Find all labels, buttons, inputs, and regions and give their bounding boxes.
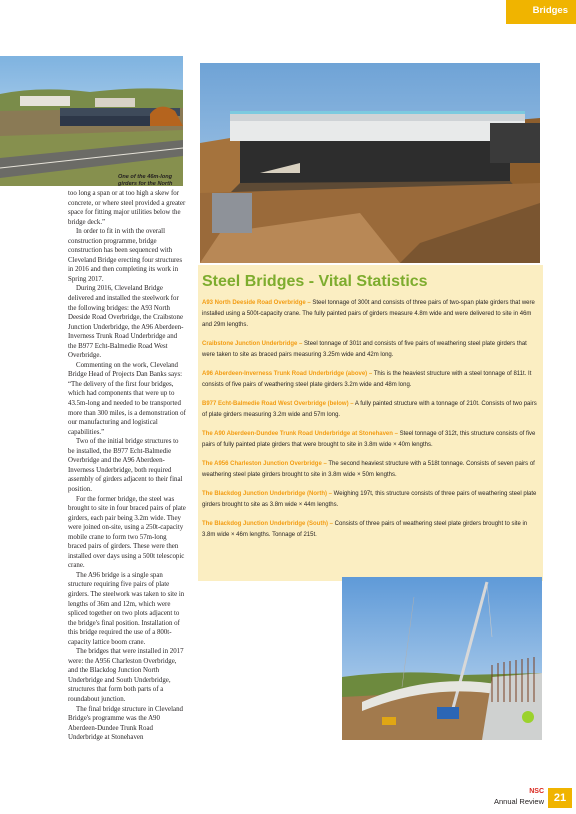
photo-caption: One of the 46m-long girders for the North	[118, 174, 173, 186]
stats-title: Steel Bridges - Vital Statistics	[202, 273, 428, 290]
stats-entry-lead: Craibstone Junction Underbridge –	[202, 341, 303, 347]
article-body	[68, 189, 186, 743]
stats-entry-text: Consists of three pairs of weathering steel plate girders brought to site in 3.8m wide × 46m lengths. Tonnage of 215t.	[202, 521, 528, 538]
page-number: 21	[553, 792, 567, 804]
body-paragraph: Two of the initial bridge structures to be installed, the B977 Echt-Balmedie Overbridge and the A96 Aberdeen-Inverness Underbridge, both required assembly of girders adjacent to their final position.	[68, 438, 183, 493]
stats-entry-text: Weighing 197t, this structure consists of three pairs of weathering steel plate girders brought to site as 3.8m wide × 44m lengths.	[202, 491, 537, 508]
stats-entry-lead: A96 Aberdeen-Inverness Trunk Road Underbridge (above) –	[202, 371, 373, 377]
stats-entry-text: Steel tonnage of 312t, this structure consists of five pairs of fully painted plate girders that were brought to site in 3.8m wide × 40m lengths.	[202, 431, 536, 448]
stats-entry	[202, 519, 539, 541]
stats-entry	[202, 459, 539, 481]
body-paragraph: The A96 bridge is a single span structure requiring five pairs of plate girders. The steelwork was taken to site in lengths of 36m and 12m, which were spliced together on two plots adjacent to the bridge's final position. Installation of this bridge required the use of a 800t-capacity lattice boom crane.	[68, 571, 185, 646]
overbridge-photo	[342, 577, 542, 740]
body-paragraph: The bridges that were installed in 2017 were: the A956 Charleston Overbridge, and the Blackdog Junction North Underbridge and South Underbridge, structures that form both parts of a roundabout junction.	[68, 648, 184, 703]
stats-entry-lead: The A90 Aberdeen-Dundee Trunk Road Underbridge at Stonehaven –	[202, 431, 398, 437]
girder-delivery-photo	[0, 56, 183, 186]
stats-entry-lead: The Blackdog Junction Underbridge (North) –	[202, 491, 333, 497]
body-paragraph: During 2016, Cleveland Bridge delivered and installed the steelwork for the following bridges: the A93 North Deeside Road Overbridge, the Craibstone Junction Underbridge, the A96 Aberdeen-Inverness Trunk Road Underbridge and the B977 Echt-Balmedie Road West Overbridge.	[68, 285, 184, 360]
page-number-tab	[548, 788, 572, 808]
underbridge-image	[200, 63, 540, 263]
stats-entry	[202, 399, 539, 421]
body-paragraph: too long a span or at too high a skew for concrete, or where steel provided a greater space for fitting major utilities below the bridge deck.”	[68, 190, 186, 226]
girder-delivery-image	[0, 56, 183, 186]
overbridge-image	[342, 577, 542, 740]
body-paragraph: In order to fit in with the overall construction programme, bridge construction has been sequenced with Cleveland Bridge erecting four structures in 2016 and then completing its work in Spring 2017.	[68, 228, 183, 283]
publication-name: Annual Review	[493, 797, 544, 806]
stats-entry	[202, 429, 539, 451]
stats-entry	[202, 339, 539, 361]
stats-entry-lead: A93 North Deeside Road Overbridge –	[202, 300, 311, 306]
body-paragraph: Commenting on the work, Cleveland Bridge Head of Projects Dan Banks says: “The delivery of the first four bridges, which had components that were up to 43.5m-long and needed to be transported more than 300 miles, is a demonstration of our manufacturing and logistical capabilities.”	[68, 361, 186, 436]
stats-entry-text: The second heaviest structure with a 518t tonnage. Consists of seven pairs of weathering steel plate girders brought to site in 3.8m wide × 50m lengths.	[202, 461, 535, 478]
vital-statistics-box	[198, 265, 543, 581]
body-paragraph: For the former bridge, the steel was brought to site in four braced pairs of plate girders, each pair being 3.2m wide. They were joined on-site, using a 250t-capacity mobile crane to form two 57m-long braced pairs of girders. These were then installed over days using a 500t telescopic crane.	[68, 495, 186, 570]
stats-entry	[202, 489, 539, 511]
stats-entry	[202, 298, 539, 331]
stats-entry-text: Steel tonnage of 301t and consists of five pairs of weathering steel plate girders that were taken to site as braced pairs measuring 3.25m wide and 42m long.	[202, 341, 527, 358]
stats-entry-lead: The A956 Charleston Junction Overbridge –	[202, 461, 327, 467]
stats-entry-text: This is the heaviest structure with a steel tonnage of 811t. It consists of five pairs of weathering steel plate girders 3.2m wide and 48m long.	[202, 371, 532, 388]
stats-entry-lead: B977 Echt-Balmedie Road West Overbridge (below) –	[202, 401, 354, 407]
brand-logo: NSC	[529, 788, 544, 795]
section-tab	[506, 0, 576, 24]
body-paragraph: The final bridge structure in Cleveland Bridge's programme was the A90 Aberdeen-Dundee Trunk Road Underbridge at Stonehaven	[68, 705, 183, 742]
underbridge-photo	[200, 63, 540, 263]
stats-entry	[202, 369, 539, 391]
stats-entry-text: Steel tonnage of 300t and consists of three pairs of two-span plate girders that were installed using a 500t-capacity crane. The fully painted pairs of girders measure 4.8m wide and were delivered to site in 46m and 29m lengths.	[202, 300, 535, 328]
stats-entry-lead: The Blackdog Junction Underbridge (South) –	[202, 521, 334, 527]
stats-entry-text: A fully painted structure with a tonnage of 210t. Consists of two pairs of plate girders measuring 3.2m wide and 57m long.	[202, 401, 537, 418]
section-label: Bridges	[532, 5, 568, 16]
